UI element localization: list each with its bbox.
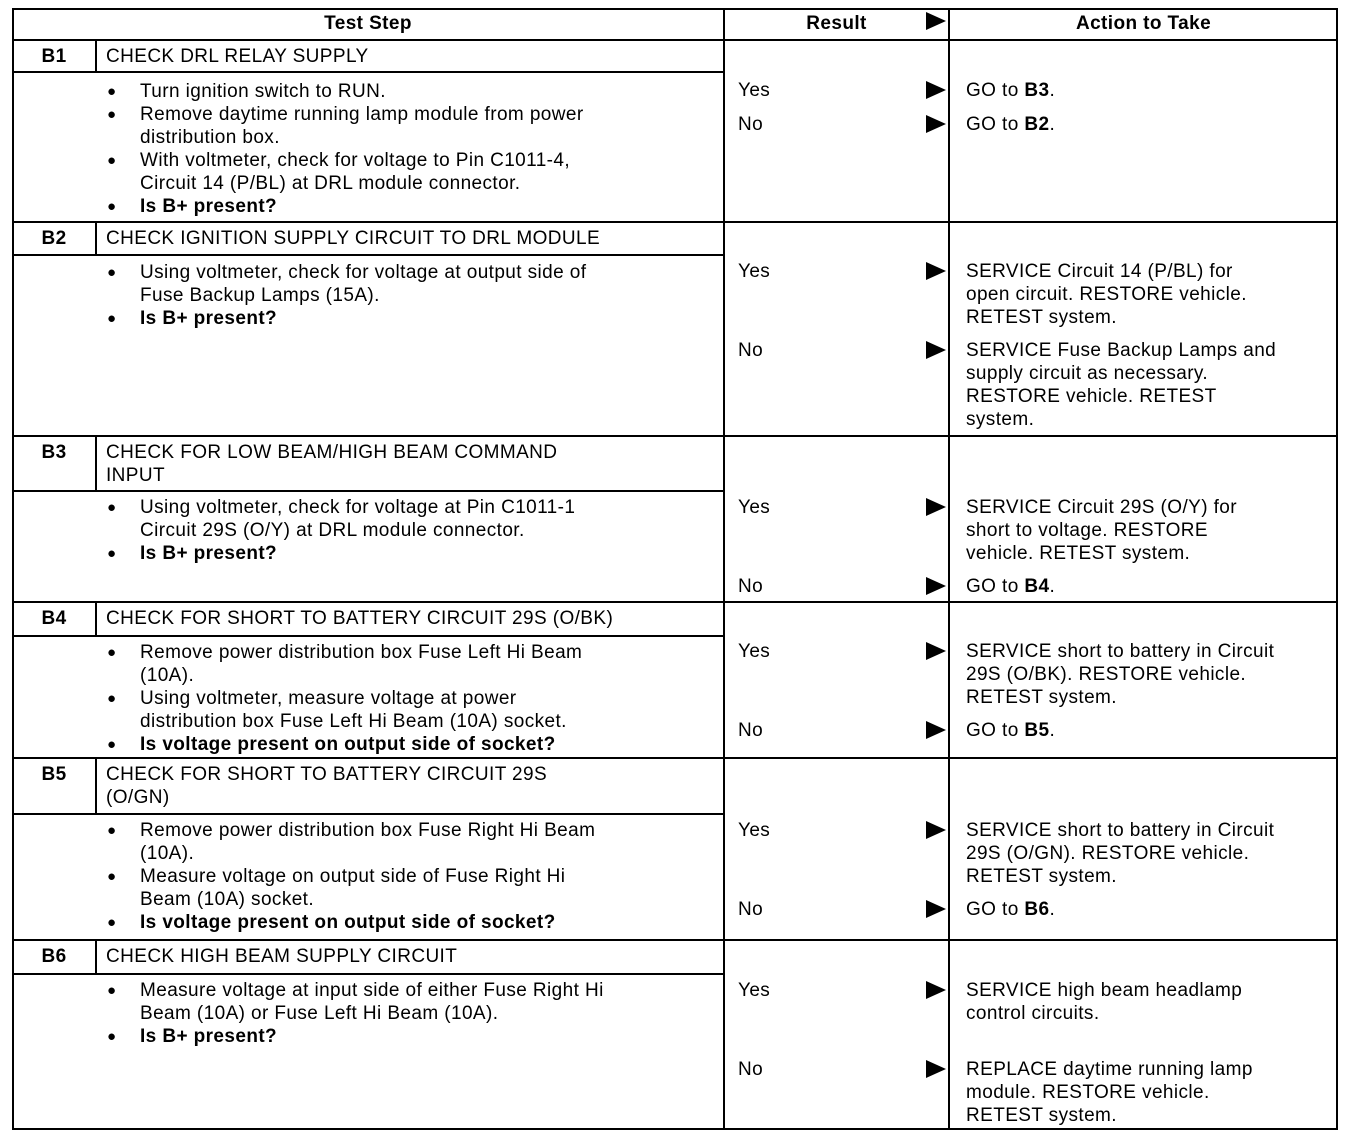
bullet-text: Using voltmeter, check for voltage at Pin C1011-1 — [140, 497, 576, 518]
action-step-ref: B5 — [1024, 720, 1050, 741]
bullet-text: Turn ignition switch to RUN. — [140, 81, 386, 102]
action-suffix: . — [1049, 899, 1056, 920]
action-text: RETEST system. — [966, 687, 1117, 708]
action-step-ref: B6 — [1024, 899, 1050, 920]
code-divider — [95, 940, 97, 974]
bullet-text: Is B+ present? — [140, 1026, 278, 1047]
bullet-icon: ● — [107, 152, 117, 169]
bullet-text: Measure voltage at input side of either Fuse Right Hi — [140, 980, 604, 1001]
action-text: 29S (O/GN). RESTORE vehicle. — [966, 843, 1250, 864]
arrow-right-icon — [926, 341, 946, 359]
title-divider — [12, 813, 724, 815]
bullet-text: Using voltmeter, measure voltage at power — [140, 688, 517, 709]
action-text: SERVICE Circuit 14 (P/BL) for — [966, 261, 1233, 282]
bullet-icon: ● — [107, 644, 117, 661]
result-label: Yes — [738, 980, 771, 1001]
bullet-text: distribution box Fuse Left Hi Beam (10A) socket. — [140, 711, 567, 732]
action-text: RETEST system. — [966, 1105, 1117, 1126]
header-divider — [12, 39, 1338, 41]
action-text: control circuits. — [966, 1003, 1100, 1024]
action-text: vehicle. RETEST system. — [966, 543, 1191, 564]
bullet-text: distribution box. — [140, 127, 280, 148]
bullet-icon: ● — [107, 545, 117, 562]
action-step-ref: B2 — [1024, 114, 1050, 135]
code-divider — [95, 436, 97, 491]
row-divider — [12, 435, 1338, 437]
arrow-right-icon — [926, 498, 946, 516]
action-suffix: . — [1049, 114, 1056, 135]
action-step-ref: B3 — [1024, 80, 1050, 101]
action-text: SERVICE short to battery in Circuit — [966, 820, 1275, 841]
arrow-right-icon — [926, 721, 946, 739]
action-prefix: GO to — [966, 114, 1025, 135]
action-text: RETEST system. — [966, 307, 1117, 328]
result-label: Yes — [738, 261, 771, 282]
result-label: No — [738, 576, 764, 597]
result-label: Yes — [738, 497, 771, 518]
header-test-step: Test Step — [324, 13, 412, 34]
bullet-icon: ● — [107, 868, 117, 885]
bullet-icon: ● — [107, 736, 117, 753]
title-divider — [12, 254, 724, 256]
result-label: Yes — [738, 80, 771, 101]
action-text: RESTORE vehicle. RETEST — [966, 386, 1217, 407]
bullet-icon: ● — [107, 198, 117, 215]
action-text — [966, 79, 1055, 102]
action-prefix: GO to — [966, 576, 1025, 597]
row-divider — [12, 939, 1338, 941]
action-text: module. RESTORE vehicle. — [966, 1082, 1210, 1103]
bullet-text: Is B+ present? — [140, 543, 278, 564]
result-label: Yes — [738, 820, 771, 841]
step-title: CHECK FOR SHORT TO BATTERY CIRCUIT 29S — [106, 764, 548, 785]
action-suffix: . — [1049, 576, 1056, 597]
header-result: Result — [806, 13, 867, 34]
bullet-icon: ● — [107, 914, 117, 931]
code-divider — [95, 40, 97, 72]
action-text: RETEST system. — [966, 866, 1117, 887]
action-text: short to voltage. RESTORE — [966, 520, 1208, 541]
step-code: B2 — [41, 228, 67, 249]
result-label: No — [738, 899, 764, 920]
action-step-ref: B4 — [1024, 576, 1050, 597]
step-title: INPUT — [106, 465, 165, 486]
arrow-right-icon — [926, 981, 946, 999]
bullet-text: Remove daytime running lamp module from power — [140, 104, 584, 125]
step-code: B4 — [41, 608, 67, 629]
step-title: (O/GN) — [106, 787, 170, 808]
action-text: 29S (O/BK). RESTORE vehicle. — [966, 664, 1247, 685]
action-text: REPLACE daytime running lamp — [966, 1059, 1253, 1080]
arrow-right-icon — [926, 821, 946, 839]
bullet-text: Is voltage present on output side of socket? — [140, 912, 556, 933]
bullet-icon: ● — [107, 690, 117, 707]
row-divider — [12, 601, 1338, 603]
bullet-icon: ● — [107, 83, 117, 100]
bullet-icon: ● — [107, 264, 117, 281]
step-title: CHECK FOR SHORT TO BATTERY CIRCUIT 29S (O/BK) — [106, 608, 614, 629]
action-prefix: GO to — [966, 80, 1025, 101]
step-title: CHECK FOR LOW BEAM/HIGH BEAM COMMAND — [106, 442, 558, 463]
bullet-text: Measure voltage on output side of Fuse Right Hi — [140, 866, 566, 887]
action-text — [966, 113, 1055, 136]
column-divider-action — [948, 8, 950, 1130]
bullet-icon: ● — [107, 106, 117, 123]
arrow-right-icon — [926, 642, 946, 660]
step-title: CHECK DRL RELAY SUPPLY — [106, 46, 369, 67]
header-arrow-icon — [926, 12, 946, 30]
bullet-icon: ● — [107, 1028, 117, 1045]
bullet-icon: ● — [107, 822, 117, 839]
title-divider — [12, 973, 724, 975]
bullet-text: Is B+ present? — [140, 308, 278, 329]
step-title: CHECK IGNITION SUPPLY CIRCUIT TO DRL MODULE — [106, 228, 601, 249]
code-divider — [95, 758, 97, 814]
result-label: No — [738, 340, 764, 361]
header-action: Action to Take — [1075, 13, 1212, 34]
result-label: No — [738, 720, 764, 741]
bullet-text: Circuit 29S (O/Y) at DRL module connector. — [140, 520, 525, 541]
action-text: SERVICE Fuse Backup Lamps and — [966, 340, 1277, 361]
bullet-icon: ● — [107, 310, 117, 327]
title-divider — [12, 635, 724, 637]
title-divider — [12, 71, 724, 73]
bullet-text: Fuse Backup Lamps (15A). — [140, 285, 380, 306]
action-text: SERVICE short to battery in Circuit — [966, 641, 1275, 662]
action-text — [966, 575, 1055, 598]
action-suffix: . — [1049, 80, 1056, 101]
bullet-text: Remove power distribution box Fuse Right Hi Beam — [140, 820, 596, 841]
bullet-text: Beam (10A) socket. — [140, 889, 315, 910]
result-label: No — [738, 1059, 764, 1080]
column-divider-result — [723, 8, 725, 1130]
bullet-text: Beam (10A) or Fuse Left Hi Beam (10A). — [140, 1003, 499, 1024]
step-code: B6 — [41, 946, 67, 967]
action-text: supply circuit as necessary. — [966, 363, 1209, 384]
action-suffix: . — [1049, 720, 1056, 741]
action-text — [966, 898, 1055, 921]
arrow-right-icon — [926, 900, 946, 918]
arrow-right-icon — [926, 81, 946, 99]
bullet-text: Circuit 14 (P/BL) at DRL module connector. — [140, 173, 521, 194]
step-code: B3 — [41, 442, 67, 463]
row-divider — [12, 757, 1338, 759]
step-code: B1 — [41, 46, 67, 67]
bullet-text: (10A). — [140, 665, 195, 686]
action-text: SERVICE high beam headlamp — [966, 980, 1243, 1001]
arrow-right-icon — [926, 115, 946, 133]
row-divider — [12, 221, 1338, 223]
action-text — [966, 719, 1055, 742]
title-divider — [12, 490, 724, 492]
bullet-icon: ● — [107, 499, 117, 516]
code-divider — [95, 602, 97, 636]
bullet-text: With voltmeter, check for voltage to Pin C1011-4, — [140, 150, 571, 171]
bullet-text: Is voltage present on output side of socket? — [140, 734, 556, 755]
action-prefix: GO to — [966, 899, 1025, 920]
step-code: B5 — [41, 764, 67, 785]
action-text: open circuit. RESTORE vehicle. — [966, 284, 1247, 305]
bullet-text: Remove power distribution box Fuse Left Hi Beam — [140, 642, 583, 663]
arrow-right-icon — [926, 1060, 946, 1078]
bullet-text: (10A). — [140, 843, 195, 864]
bullet-text: Using voltmeter, check for voltage at output side of — [140, 262, 587, 283]
action-text: SERVICE Circuit 29S (O/Y) for — [966, 497, 1237, 518]
bullet-icon: ● — [107, 982, 117, 999]
step-title: CHECK HIGH BEAM SUPPLY CIRCUIT — [106, 946, 458, 967]
arrow-right-icon — [926, 262, 946, 280]
result-label: No — [738, 114, 764, 135]
code-divider — [95, 222, 97, 255]
result-label: Yes — [738, 641, 771, 662]
action-text: system. — [966, 409, 1035, 430]
arrow-right-icon — [926, 577, 946, 595]
action-prefix: GO to — [966, 720, 1025, 741]
bullet-text: Is B+ present? — [140, 196, 278, 217]
